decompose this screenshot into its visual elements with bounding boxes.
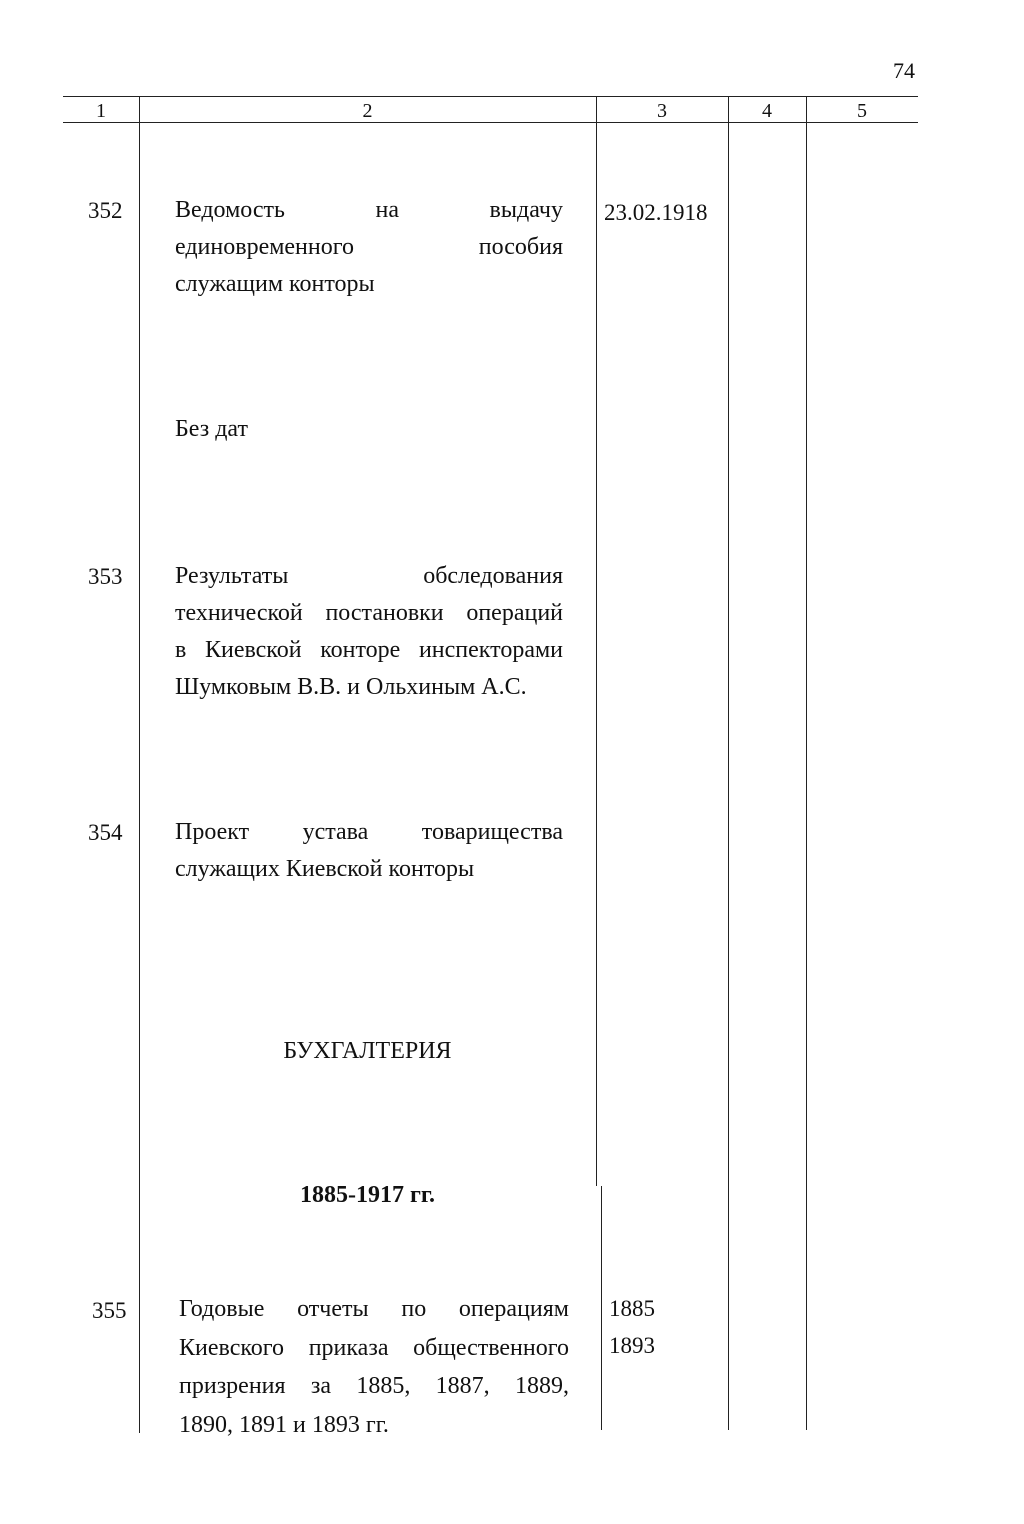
col-divider-2 — [596, 96, 597, 1186]
title-line: Шумковым В.В. и Ольхиным А.С. — [175, 674, 527, 700]
row-number: 355 — [92, 1298, 127, 1323]
row-date — [609, 1290, 655, 1364]
row-date: 23.02.1918 — [604, 200, 708, 225]
row-number: 353 — [88, 564, 123, 589]
header-col-1: 1 — [96, 100, 106, 122]
row-title — [175, 814, 563, 888]
title-line: технической постановки операций — [175, 600, 563, 626]
row-number: 354 — [88, 820, 123, 845]
table-top-rule — [63, 96, 918, 97]
date-end: 1893 — [609, 1333, 655, 1358]
col-divider-3 — [728, 96, 729, 1430]
title-line: служащим конторы — [175, 271, 375, 297]
title-line: Киевского приказа общественного — [179, 1334, 569, 1361]
header-col-3: 3 — [657, 100, 667, 122]
title-line: 1890, 1891 и 1893 гг. — [179, 1411, 389, 1438]
header-col-2: 2 — [362, 100, 373, 122]
section-title: БУХГАЛТЕРИЯ — [283, 1038, 452, 1064]
title-line: служащих Киевской конторы — [175, 856, 475, 882]
title-line: в Киевской конторе инспекторами — [175, 637, 563, 663]
col-divider-2b — [601, 1186, 602, 1430]
header-col-5: 5 — [857, 100, 867, 122]
title-line: призрения за 1885, 1887, 1889, — [179, 1373, 569, 1399]
title-line: Проект устава товарищества — [175, 819, 563, 845]
row-title — [179, 1290, 569, 1444]
subheading-no-dates: Без дат — [175, 416, 248, 442]
row-number: 352 — [88, 198, 123, 223]
date-start: 1885 — [609, 1296, 655, 1321]
col-divider-1 — [139, 96, 140, 1433]
row-title — [175, 192, 563, 303]
header-col-4: 4 — [762, 100, 772, 122]
title-line: Ведомость на выдачу — [175, 197, 563, 223]
col-divider-4 — [806, 96, 807, 1430]
title-line: единовременного пособия — [175, 234, 563, 260]
section-period: 1885-1917 гг. — [299, 1182, 436, 1208]
title-line: Результаты обследования — [175, 563, 563, 589]
page-number: 74 — [893, 58, 915, 83]
title-line: Годовые отчеты по операциям — [179, 1296, 569, 1322]
row-title — [175, 558, 563, 706]
